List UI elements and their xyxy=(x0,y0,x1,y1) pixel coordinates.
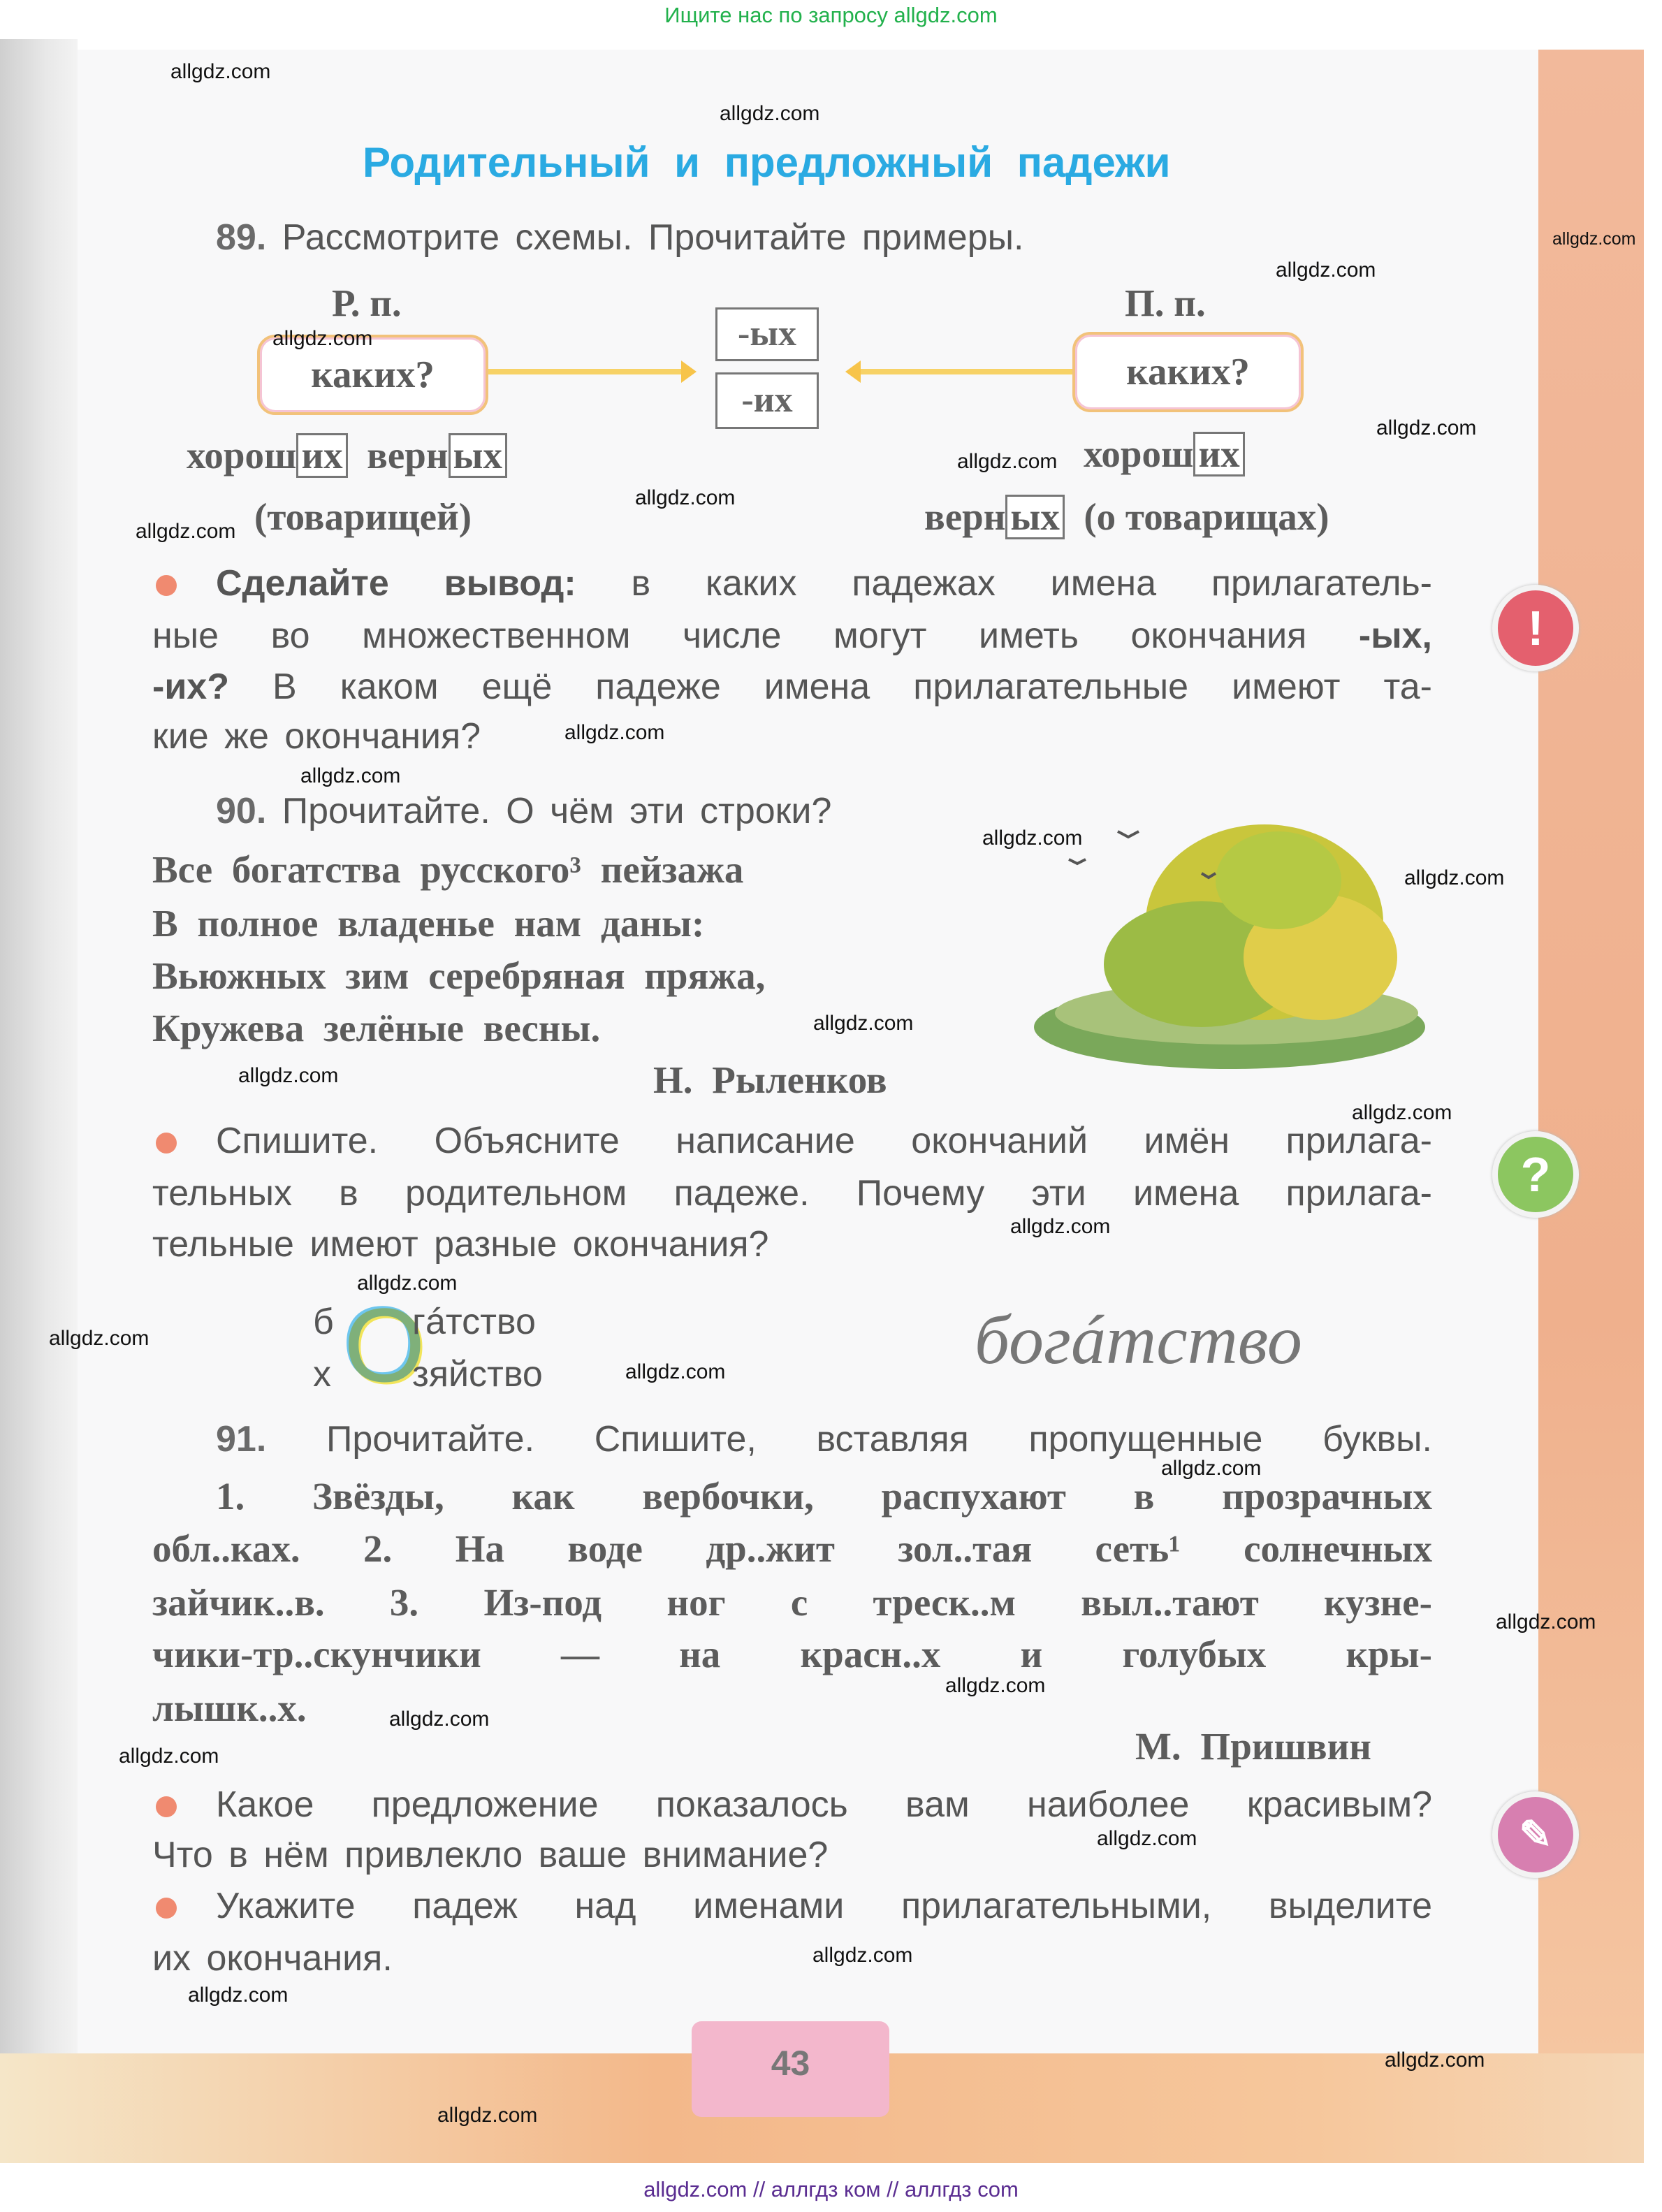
bullet-icon xyxy=(156,1898,177,1919)
question-box-genitive: каких? xyxy=(257,335,488,415)
watermark: allgdz.com xyxy=(635,486,736,509)
watermark: allgdz.com xyxy=(49,1327,150,1350)
watermark: allgdz.com xyxy=(1496,1610,1596,1633)
conclusion-line-1: Сделайте вывод: в каких падежах имена прилагатель- xyxy=(216,563,1432,604)
watermark: allgdz.com xyxy=(272,327,373,350)
exercise-90-heading: 90. Прочитайте. О чём эти строки? xyxy=(216,791,832,831)
ending-highlight: ых xyxy=(1005,495,1064,539)
watermark: allgdz.com xyxy=(625,1360,726,1383)
word-part: х xyxy=(313,1354,331,1395)
bullet-icon xyxy=(156,575,177,596)
watermark: allgdz.com xyxy=(945,1674,1046,1697)
exercise-number: 89. xyxy=(216,217,267,258)
exclamation-icon: ! xyxy=(1492,585,1579,671)
arrow-right xyxy=(488,369,684,374)
watermark: allgdz.com xyxy=(136,520,236,543)
question-line: Укажите падеж над именами прилагательными, выделите xyxy=(216,1886,1432,1926)
watermark: allgdz.com xyxy=(170,60,271,83)
ending-box-yh: -ых xyxy=(715,307,819,361)
page-title: Родительный и предложный падежи xyxy=(363,139,1171,186)
task-line: тельные имеют разные окончания? xyxy=(152,1224,769,1265)
text-line: зайчик..в. 3. Из-под ног с треск..м выл..тают кузне- xyxy=(152,1581,1432,1624)
ending-highlight: ых xyxy=(449,433,507,478)
poem-line: В полное владенье нам даны: xyxy=(152,902,705,945)
top-banner[interactable]: Ищите нас по запросу allgdz.com xyxy=(664,3,998,27)
highlighted-letter-o: О xyxy=(344,1286,425,1404)
task-line: тельных в родительном падеже. Почему эти имена прилага- xyxy=(152,1173,1432,1214)
watermark: allgdz.com xyxy=(1376,416,1477,439)
word-part: гáтство xyxy=(412,1302,536,1342)
watermark: allgdz.com xyxy=(300,764,401,787)
watermark: allgdz.com xyxy=(238,1064,339,1087)
ending-box-ih: -их xyxy=(715,372,819,429)
exercise-instruction: Рассмотрите схемы. Прочитайте примеры. xyxy=(282,217,1024,258)
bullet-icon xyxy=(156,1796,177,1817)
ending-highlight: их xyxy=(296,433,347,478)
question-line: Какое предложение показалось вам наиболее красивым? xyxy=(216,1784,1432,1825)
text-line: 1. Звёзды, как вербочки, распухают в прозрачных xyxy=(216,1475,1432,1518)
case-label-prepositional: П. п. xyxy=(1125,282,1206,324)
exercise-91-heading: 91. Прочитайте. Спишите, вставляя пропущенные буквы. xyxy=(216,1419,1433,1460)
conclusion-line-4: кие же окончания? xyxy=(152,716,481,757)
feather-icon: ✎ xyxy=(1492,1791,1579,1878)
watermark: allgdz.com xyxy=(119,1745,219,1768)
question-box-prepositional: каких? xyxy=(1072,332,1304,412)
text-line: чики-тр..скунчики — на красн..х и голубых кры- xyxy=(152,1633,1432,1675)
ending-highlight: их xyxy=(1193,432,1244,476)
example-prepositional-adjective-2: верн ых (о товарищах) xyxy=(924,495,1329,538)
watermark: allgdz.com xyxy=(437,2104,538,2127)
cursive-word: богáтство xyxy=(975,1301,1302,1378)
question-icon: ? xyxy=(1492,1131,1579,1218)
question-line: их окончания. xyxy=(152,1938,393,1979)
example-genitive-adjectives: хорош их верн ых xyxy=(187,433,507,478)
bullet-icon xyxy=(156,1133,177,1154)
watermark: allgdz.com xyxy=(1552,229,1636,249)
poem-line: Вьюжных зим серебряная пряжа, xyxy=(152,954,766,997)
case-label-genitive: Р. п. xyxy=(332,282,402,324)
task-line: Спишите. Объясните написание окончаний имён прилага- xyxy=(216,1121,1432,1161)
watermark: allgdz.com xyxy=(1010,1215,1111,1238)
arrow-left xyxy=(859,369,1072,374)
text-line: обл..ках. 2. На воде др..жит зол..тая сеть¹ солнечных xyxy=(152,1527,1432,1570)
example-genitive-noun: (товарищей) xyxy=(254,495,472,538)
watermark: allgdz.com xyxy=(357,1272,458,1295)
watermark: allgdz.com xyxy=(564,721,665,744)
text-line: лышк..х. xyxy=(152,1687,307,1729)
poem-author: Н. Рыленков xyxy=(653,1058,887,1101)
question-line: Что в нём привлекло ваше внимание? xyxy=(152,1835,829,1875)
watermark: allgdz.com xyxy=(720,102,820,125)
example-prepositional-adjective-1: хорош их xyxy=(1084,432,1245,476)
watermark: allgdz.com xyxy=(389,1708,490,1731)
watermark: allgdz.com xyxy=(957,450,1058,473)
landscape-illustration xyxy=(1027,803,1432,1083)
arrowhead-left-icon xyxy=(845,361,861,383)
watermark: allgdz.com xyxy=(1161,1457,1262,1480)
conclusion-line-3: -их? В каком ещё падеже имена прилагательные имеют та- xyxy=(152,667,1432,707)
watermark: allgdz.com xyxy=(1097,1827,1197,1850)
bottom-footer-links[interactable]: allgdz.com // аллгдз ком // аллгдз com xyxy=(643,2177,1019,2202)
watermark: allgdz.com xyxy=(812,1944,913,1967)
poem-line: Все богатства русского³ пейзажа xyxy=(152,848,744,891)
page-number: 43 xyxy=(692,2021,889,2117)
watermark: allgdz.com xyxy=(1404,866,1505,889)
arrowhead-right-icon xyxy=(681,361,697,383)
conclusion-line-2: ные во множественном числе могут иметь окончания -ых, xyxy=(152,616,1432,656)
watermark: allgdz.com xyxy=(1385,2049,1485,2072)
watermark: allgdz.com xyxy=(1276,259,1376,282)
poem-line: Кружева зелёные весны. xyxy=(152,1007,601,1049)
watermark: allgdz.com xyxy=(982,827,1083,850)
word-part: б xyxy=(313,1302,334,1342)
watermark: allgdz.com xyxy=(188,1984,289,2007)
watermark: allgdz.com xyxy=(1352,1101,1452,1124)
exercise-89-heading xyxy=(216,217,1023,259)
watermark: allgdz.com xyxy=(813,1012,914,1035)
text-author: М. Пришвин xyxy=(1135,1725,1371,1768)
word-part: зяйство xyxy=(412,1354,543,1395)
book-gutter xyxy=(0,39,78,2163)
